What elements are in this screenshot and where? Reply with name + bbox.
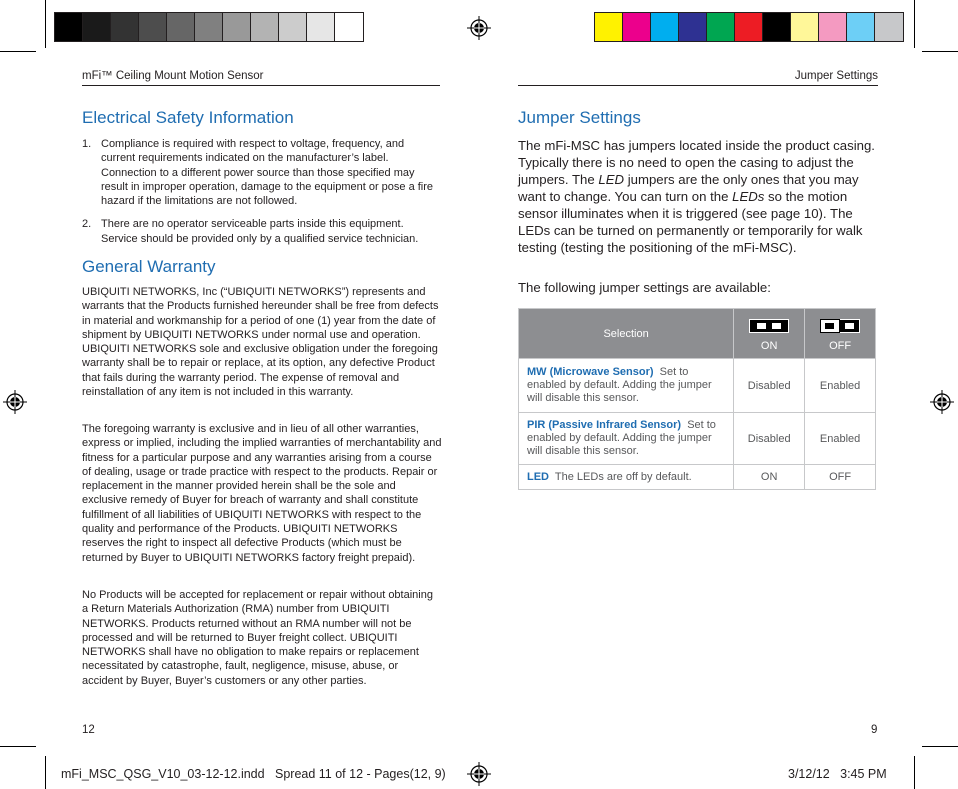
- color-swatch: [251, 13, 279, 41]
- col-off: OFF: [805, 309, 876, 359]
- color-swatch: [167, 13, 195, 41]
- crop-mark: [0, 51, 36, 52]
- crop-mark: [914, 756, 915, 789]
- crop-mark: [922, 51, 958, 52]
- table-header-row: [519, 309, 876, 359]
- jumper-intro: The mFi-MSC has jumpers located inside the product casing. Typically there is no need to open the casing to adjust the jumpers. The LED jumpers are the only ones that you may want to change. You can turn on the LEDs so the motion sensor illuminates when it is triggered (see page 10). The LEDs can be turned on permanently or temporarily for walk testing (testing the positioning of the mFi-MSC).: [518, 138, 875, 255]
- color-swatch: [791, 13, 819, 41]
- grayscale-color-bar: [54, 12, 364, 42]
- color-swatch: [55, 13, 83, 41]
- safety-list: [82, 137, 440, 255]
- color-swatch: [195, 13, 223, 41]
- col-on: ON: [734, 309, 805, 359]
- slug-file-info: mFi_MSC_QSG_V10_03-12-12.indd Spread 11 of 12 - Pages(12, 9): [61, 767, 446, 781]
- color-swatch: [651, 13, 679, 41]
- color-swatch: [111, 13, 139, 41]
- jumper-title: Jumper Settings: [518, 108, 641, 127]
- slug-date: 3/12/12 3:45 PM: [788, 767, 887, 781]
- color-swatch: [335, 13, 363, 41]
- right-running-header: Jumper Settings: [518, 70, 878, 86]
- warranty-title: General Warranty: [82, 257, 216, 276]
- color-swatch: [83, 13, 111, 41]
- table-row: MW (Microwave Sensor) Set to enabled by default. Adding the jumper will disable this sensor. Disabled Enabled: [519, 359, 876, 413]
- color-swatch: [307, 13, 335, 41]
- registration-mark-icon: [467, 762, 491, 786]
- jumper-off-icon: [820, 319, 860, 333]
- color-swatch: [139, 13, 167, 41]
- color-swatch: [595, 13, 623, 41]
- color-swatch: [223, 13, 251, 41]
- color-swatch: [875, 13, 903, 41]
- process-color-bar: [594, 12, 904, 42]
- color-swatch: [847, 13, 875, 41]
- table-row: LED The LEDs are off by default. ON OFF: [519, 465, 876, 490]
- list-item: 2. There are no operator serviceable parts inside this equipment. Service should be provided only by a qualified service technician.: [82, 218, 419, 245]
- right-page-number: 9: [871, 724, 878, 736]
- color-swatch: [763, 13, 791, 41]
- registration-mark-icon: [467, 16, 491, 40]
- crop-mark: [914, 0, 915, 48]
- warranty-paragraph: The foregoing warranty is exclusive and in lieu of all other warranties, express or implied, including the implied warranties of merchantability and fitness for a particular purpose and any warranties arising from a course of dealing, usage or trade practice with respect to the products. Repair or replacement in the manner provided herein shall be the sole and exclusive remedy of Buyer for breach of warranty and shall constitute fulfillment of all liabilities of UBIQUITI NETWORKS with respect to the quality and performance of the Products. UBIQUITI NETWORKS reserves the right to inspect all defective Products (which must be returned by Buyer to UBIQUITI NETWORKS factory freight prepaid).: [82, 423, 442, 564]
- crop-mark: [922, 746, 958, 747]
- left-page-number: 12: [82, 724, 95, 736]
- registration-mark-icon: [930, 390, 954, 414]
- crop-mark: [45, 756, 46, 789]
- jumper-available-text: The following jumper settings are available:: [518, 280, 771, 295]
- list-item: 1. Compliance is required with respect to voltage, frequency, and current requirements indicated on the manufacturer’s label. Connection to a different power source than those specified may result in improper operation, damage to the equipment or pose a fire hazard if the limitations are not followed.: [82, 138, 434, 208]
- color-swatch: [819, 13, 847, 41]
- table-row: PIR (Passive Infrared Sensor) Set to enabled by default. Adding the jumper will disable this sensor. Disabled Enabled: [519, 413, 876, 465]
- warranty-paragraph: No Products will be accepted for replacement or repair without obtaining a Return Materials Authorization (RMA) number from UBIQUITI NETWORKS. Products returned without an RMA number will not be processed and will be returned to Buyer freight collect. UBIQUITI NETWORKS shall have no obligation to make repairs or replacement necessitated by catastrophe, fault, negligence, misuse, abuse, or accident by Buyer, Buyer’s customers or any other parties.: [82, 589, 433, 687]
- left-running-header: mFi™ Ceiling Mount Motion Sensor: [82, 70, 440, 86]
- jumper-on-icon: [749, 319, 789, 333]
- registration-mark-icon: [3, 390, 27, 414]
- crop-mark: [45, 0, 46, 48]
- color-swatch: [679, 13, 707, 41]
- jumper-table: [518, 308, 876, 490]
- crop-mark: [0, 746, 36, 747]
- color-swatch: [623, 13, 651, 41]
- col-selection: Selection: [519, 309, 734, 359]
- safety-title: Electrical Safety Information: [82, 108, 294, 127]
- warranty-paragraph: UBIQUITI NETWORKS, Inc (“UBIQUITI NETWORKS”) represents and warrants that the Products furnished hereunder shall be free from defects in material and workmanship for a period of one (1) year from the date of shipment by UBIQUITI NETWORKS under normal use and operation. UBIQUITI NETWORKS sole and exclusive obligation under the foregoing warranty shall be to repair or replace, at its option, any defective Product that fails during the warranty period. The expense of removal and reinstallation of any item is not included in this warranty.: [82, 286, 439, 399]
- color-swatch: [707, 13, 735, 41]
- color-swatch: [735, 13, 763, 41]
- color-swatch: [279, 13, 307, 41]
